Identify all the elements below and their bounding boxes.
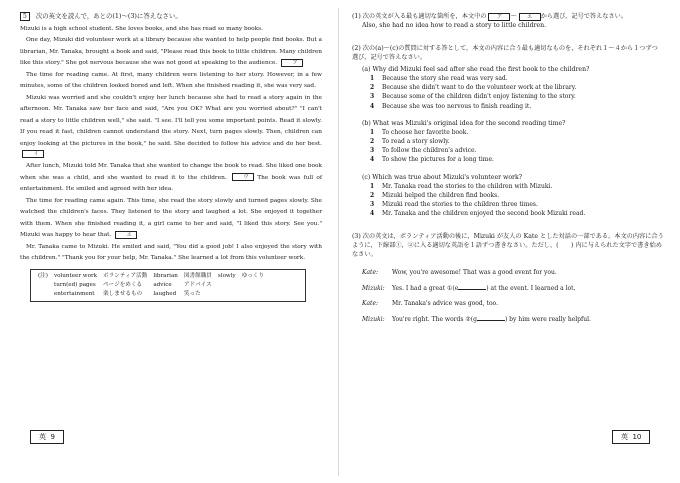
subquestion-text: 次の(a)〜(c)の質問に対する答として，本文の内容に合う最も適切なものを，それぞれ１〜４から１つずつ選び，記号で答えなさい。 — [352, 45, 658, 61]
note-gloss: 図書館職員 — [183, 272, 212, 279]
page-number-label: 英 10 — [612, 430, 650, 444]
passage-paragraph: The time for reading came. At first, many children were listening to her story. However, in a few minutes, some of the children looked bored and left. When she finished reading it, she was very sad. — [20, 71, 322, 90]
answer-option: 3 Because some of the children didn't enjoy listening to the story. — [370, 93, 576, 101]
left-page — [20, 12, 322, 302]
note-gloss: アドバイス — [183, 281, 212, 288]
note-term: librarian — [153, 272, 178, 279]
answer-option: 1 Mr. Tanaka read the stories to the children with Mizuki. — [370, 182, 553, 190]
marker-box-b: イ — [22, 150, 44, 158]
answer-option: 2 To read a story slowly. — [370, 138, 450, 146]
passage-paragraph: Mizuki is a high school student. She loves books, and she has read so many books. — [20, 26, 263, 32]
question-text: Why did Mizuki feel sad after she read the first book to the children? — [372, 66, 590, 73]
passage — [20, 24, 322, 265]
dialogue-line: Mizuki: Yes. I had a great ①(e ) at the event. I learned a lot. — [362, 281, 664, 297]
marker-box-d: エ — [519, 13, 541, 21]
dialogue-line: Kate: Mr. Tanaka's advice was good, too. — [362, 296, 664, 312]
vocabulary-notes — [30, 269, 306, 302]
insert-sentence: Also, she had no idea how to read a story to little children. — [362, 22, 547, 29]
right-page — [352, 12, 664, 327]
passage-paragraph: Mr. Tanaka came to Mizuki. He smiled and said, "You did a good job! I also enjoyed the story with the children." "Thank you for your help, Mr. Tanaka." She learned a lot from this volunteer work. — [20, 243, 322, 262]
marker-box-a: ア — [281, 59, 303, 67]
marker-box-d: エ — [115, 231, 137, 239]
dialogue-line: Mizuki: You're right. The words ②(g ) by him were really helpful. — [362, 312, 664, 328]
page-number-label: 英 9 — [30, 430, 64, 444]
subquestion-text: 次の英文は，ボランティア活動の後に，Mizuki が友人の Kate とした対話の一部である。本文の内容に合うように，下線部①，②に入る適切な英語を１語ずつ書きなさい。ただし，( ) 内に与えられた文字で書き始めなさい。 — [352, 233, 664, 259]
speaker: Kate: — [362, 300, 379, 308]
note-term: slowly — [217, 272, 236, 279]
question-3 — [352, 232, 664, 327]
answer-option: 3 To follow the children's advice. — [370, 147, 477, 155]
right-page-footer — [612, 430, 650, 444]
subquestion-text: 次の英文が入る最も適切な箇所を，本文中の — [362, 13, 487, 20]
passage-paragraph: Mizuki was worried and she couldn't enjoy her lunch because she had to read a story again in the afternoon. Mr. Tanaka saw her face and said, "Are you OK? What are you worried about?" "I can't read a story to little children well," she said. "I see. I'll tell you some important points. Read it slowly. If you read it fast, children cannot understand the story. Next, turn pages slowly. Then, children can enjoy looking at the pictures in the book," he said. She decided to follow his advice and do her best. イ — [20, 94, 322, 158]
speaker: Kate: — [362, 269, 379, 277]
subquestion-number: (3) — [352, 233, 361, 241]
question-instruction: 次の英文を読んで，あとの(1)〜(3)に答えなさい。 — [35, 12, 182, 20]
note-term: entertainment — [53, 290, 95, 297]
question-2c: (c) Which was true about Mizuki's volunteer work? 1 Mr. Tanaka read the stories to the children with Mizuki. 2 Mizuki helped the children find books. 3 Mizuki read the stories to the children three times. 4 Mr. Tanaka and the children enjoyed the second book Mizuki read. — [352, 173, 664, 219]
question-text: Which was true about Mizuki's volunteer work? — [372, 173, 523, 181]
note-gloss: ボランティア活動 — [103, 272, 148, 279]
dialogue — [352, 265, 664, 327]
answer-option: 2 Mizuki helped the children find books. — [370, 191, 500, 199]
question-2a: (a) Why did Mizuki feel sad after she read the first book to the children? 1 Because the story she read was very sad. 2 Because she didn't want to do the volunteer work at the library. 3 Because some of the children didn't enjoy listening to the story. 4 Because she was too nervous to finish reading it. — [352, 65, 664, 111]
speaker: Mizuki: — [362, 315, 385, 323]
question-number: 5 — [20, 12, 30, 21]
notes-label: (注) — [38, 272, 48, 279]
left-page-footer — [30, 430, 64, 444]
answer-option: 3 Mizuki read the stories to the children three times. — [370, 201, 538, 209]
note-gloss: 楽しませるもの — [103, 290, 143, 297]
speaker: Mizuki: — [362, 284, 385, 292]
marker-box-a: ア — [488, 13, 510, 21]
answer-option: 4 To show the pictures for a long time. — [370, 156, 494, 164]
answer-option: 1 To choose her favorite book. — [370, 128, 469, 136]
question-1: (1) 次の英文が入る最も適切な箇所を，本文中の ア 〜 エ から選び，記号で答えなさい。 Also, she had no idea how to read a story to little children. — [352, 12, 664, 30]
answer-blank-2[interactable] — [477, 320, 505, 321]
note-gloss: 笑った — [183, 290, 201, 297]
question-text: What was Mizuki's original idea for the second reading time? — [372, 119, 566, 127]
note-term: volunteer work — [53, 272, 98, 279]
subquestion-number: (2) — [352, 45, 361, 52]
passage-paragraph: After lunch, Mizuki told Mr. Tanaka that she wanted to change the book to read. She liked one book when she was a child, and she wanted to read it to the children. ウ The book was full of entertainment. He smiled and agreed with her idea. — [20, 163, 323, 193]
answer-option: 4 Mr. Tanaka and the children enjoyed the second book Mizuki read. — [370, 210, 586, 218]
passage-paragraph: One day, Mizuki did volunteer work at a library because she wanted to help people find books. But a librarian, Mr. Tanaka, brought a book and said, "Please read this book to little children. Many children like this story." She got nervous because she was not good at speaking to the audience. ア — [20, 37, 323, 67]
answer-blank-1[interactable] — [458, 289, 486, 290]
subquestion-number: (1) — [352, 13, 361, 20]
page-divider — [338, 8, 339, 476]
note-term: turn(ed) pages — [53, 281, 96, 288]
marker-box-c: ウ — [232, 173, 254, 181]
note-gloss: ゆっくり — [241, 272, 264, 279]
answer-option: 2 Because she didn't want to do the volunteer work at the library. — [370, 84, 577, 92]
answer-option: 4 Because she was too nervous to finish reading it. — [370, 102, 532, 110]
answer-option: 1 Because the story she read was very sad. — [370, 75, 508, 82]
question-header — [20, 12, 322, 21]
note-gloss: ページをめくる — [103, 281, 143, 288]
note-term: advice — [153, 281, 172, 288]
note-term: laughed — [153, 290, 177, 297]
question-2 — [352, 44, 664, 218]
question-2b: (b) What was Mizuki's original idea for the second reading time? 1 To choose her favorite book. 2 To read a story slowly. 3 To follow the children's advice. 4 To show the pictures for a long time. — [352, 119, 664, 165]
dialogue-line: Kate: Wow, you're awesome! That was a good event for you. — [362, 265, 664, 281]
passage-paragraph: The time for reading came again. This time, she read the story slowly and turned pages slowly. She watched the children's faces. They listened to the story and laughed a lot. She enjoyed it together with them. When she finished reading it, a girl came to her and said, "I liked this story. See you." Mizuki was happy to hear that. エ — [20, 197, 322, 239]
